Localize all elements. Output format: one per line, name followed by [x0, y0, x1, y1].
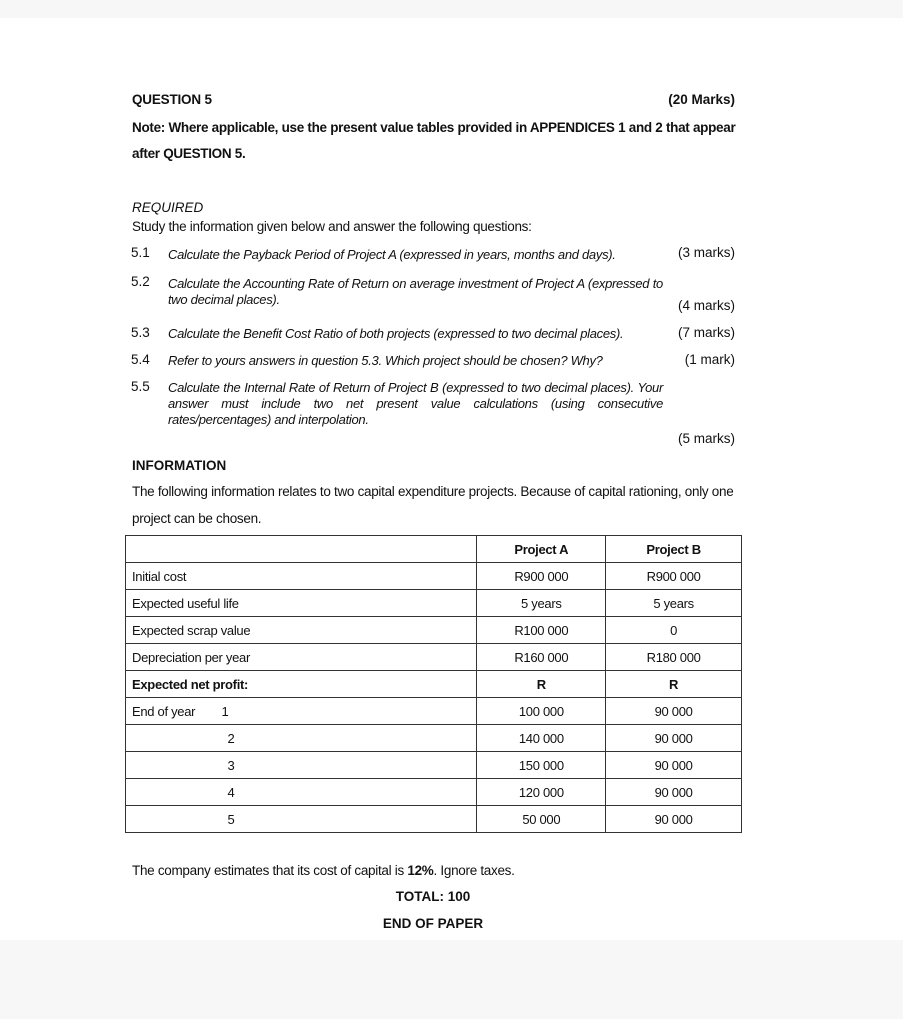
table-row [126, 725, 742, 752]
question-item-marks: (4 marks) [678, 298, 735, 313]
total-marks: TOTAL: 100 [395, 889, 471, 904]
table-header-row [126, 536, 742, 563]
question-text: Calculate the Payback Period of Project A (expressed in years, months and days). [168, 247, 616, 262]
year-number: 4 [227, 784, 235, 800]
question-marks: (20 Marks) [668, 92, 735, 107]
project-b-value: 90 000 [606, 725, 742, 752]
project-a-value: R [477, 671, 606, 698]
row-label: Depreciation per year [126, 644, 477, 671]
end-of-paper: END OF PAPER [382, 916, 484, 931]
cost-text-pre: The company estimates that its cost of capital is [132, 863, 408, 878]
information-line-1: The following information relates to two capital expenditure projects. Because of capital rationing, only one [132, 484, 734, 499]
question-text: Calculate the Benefit Cost Ratio of both projects (expressed to two decimal places). [168, 326, 624, 341]
year-cell [126, 779, 477, 806]
information-line-2: project can be chosen. [132, 511, 262, 526]
row-label: Expected useful life [126, 590, 477, 617]
question-text: Calculate the Accounting Rate of Return on average investment of Project A (expressed to two decimal places). [168, 276, 663, 307]
project-b-value: 90 000 [606, 752, 742, 779]
year-cell [126, 752, 477, 779]
year-number: 3 [227, 757, 235, 773]
table-row [126, 617, 742, 644]
project-b-value: 5 years [606, 590, 742, 617]
project-b-value: 90 000 [606, 806, 742, 833]
year-cell [126, 698, 477, 725]
project-a-value: 120 000 [477, 779, 606, 806]
exam-page [0, 18, 903, 940]
project-a-value: 50 000 [477, 806, 606, 833]
table-row [126, 644, 742, 671]
question-item-marks: (7 marks) [678, 325, 735, 340]
year-number: 2 [227, 730, 235, 746]
required-intro: Study the information given below and answer the following questions: [132, 219, 532, 234]
project-b-value: 90 000 [606, 779, 742, 806]
row-label: Expected net profit: [126, 671, 477, 698]
project-a-value: 5 years [477, 590, 606, 617]
table-row [126, 563, 742, 590]
projects-table [125, 535, 742, 833]
project-b-value: 90 000 [606, 698, 742, 725]
note-line-2: after QUESTION 5. [132, 146, 246, 161]
project-a-value: R900 000 [477, 563, 606, 590]
required-heading: REQUIRED [132, 200, 204, 215]
question-item-marks: (3 marks) [678, 245, 735, 260]
table-row [126, 590, 742, 617]
project-b-value: R180 000 [606, 644, 742, 671]
table-row [126, 698, 742, 725]
header-cell-empty [126, 536, 477, 563]
project-a-value: 100 000 [477, 698, 606, 725]
cost-of-capital-note [132, 863, 515, 878]
question-number: 5.4 [131, 352, 150, 367]
year-number: 5 [227, 811, 235, 827]
table-row [126, 806, 742, 833]
row-label: Expected scrap value [126, 617, 477, 644]
table-row [126, 779, 742, 806]
question-item-marks: (1 mark) [684, 352, 735, 367]
year-number: 1 [221, 703, 229, 719]
question-item-marks: (5 marks) [678, 431, 735, 446]
header-project-a: Project A [477, 536, 606, 563]
project-a-value: 140 000 [477, 725, 606, 752]
header-project-b: Project B [606, 536, 742, 563]
table-row [126, 671, 742, 698]
information-heading: INFORMATION [132, 458, 227, 473]
end-of-year-label: End of year [132, 703, 196, 719]
project-a-value: 150 000 [477, 752, 606, 779]
question-number: 5.2 [131, 274, 150, 289]
cost-text-post: . Ignore taxes. [433, 863, 515, 878]
year-cell [126, 725, 477, 752]
project-b-value: 0 [606, 617, 742, 644]
question-number: 5.5 [131, 379, 150, 394]
project-b-value: R [606, 671, 742, 698]
question-title: QUESTION 5 [132, 92, 212, 107]
question-number: 5.1 [131, 245, 150, 260]
project-b-value: R900 000 [606, 563, 742, 590]
row-label: Initial cost [126, 563, 477, 590]
project-a-value: R100 000 [477, 617, 606, 644]
question-text: Refer to yours answers in question 5.3. Which project should be chosen? Why? [168, 353, 603, 368]
question-text: Calculate the Internal Rate of Return of Project B (expressed to two decimal places). Your answer must include two net present value calculations (using consecutive rates/percentages) and interpolation. [168, 380, 663, 427]
question-number: 5.3 [131, 325, 150, 340]
table-row [126, 752, 742, 779]
project-a-value: R160 000 [477, 644, 606, 671]
year-cell [126, 806, 477, 833]
note-line-1: Note: Where applicable, use the present value tables provided in APPENDICES 1 and 2 that appear [132, 120, 736, 135]
cost-rate: 12% [407, 863, 434, 878]
